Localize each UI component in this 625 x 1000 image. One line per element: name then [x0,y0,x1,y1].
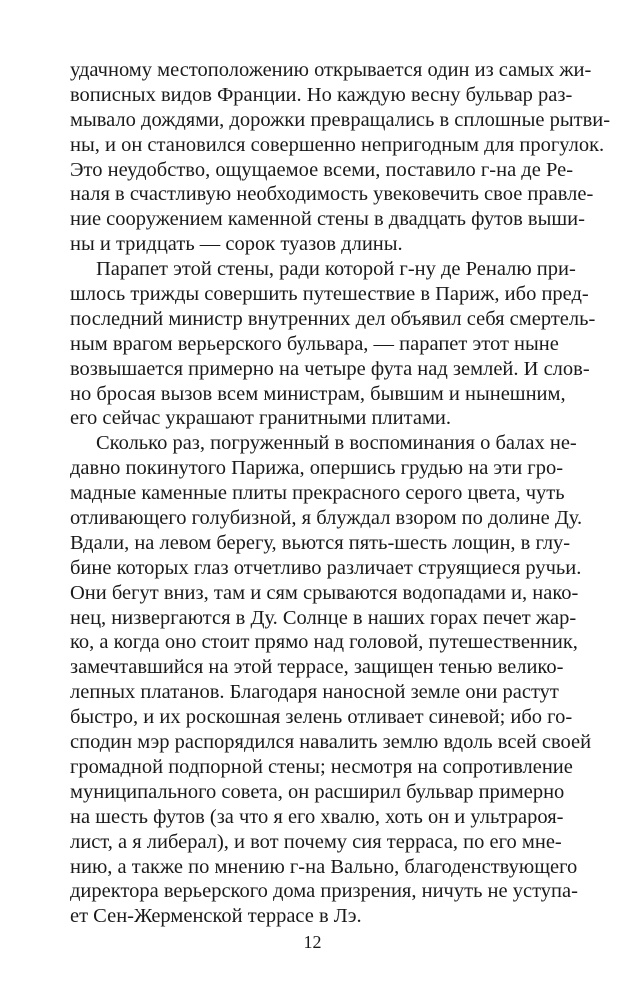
text-line: Сколько раз, погруженный в воспоминания о балах не- [96,432,577,455]
paragraph [70,431,592,929]
text-line: ет Сен-Жерменской террасе в Лэ. [70,905,362,928]
text-line: сподин мэр распорядился навалить землю вдоль всей своей [70,731,592,754]
text-line: но бросая вызов всем министрам, бывшим и нынешним, [70,382,566,405]
text-line: Они бегут вниз, там и сям срываются водопадами и, нако- [70,581,579,604]
text-line: ны и тридцать — сорок туазов длины. [70,233,403,256]
text-line: на шесть футов (за что я его хвалю, хоть он и ультрароя- [70,805,564,828]
text-line: ны, и он становился совершенно непригодным для прогулок. [70,133,605,156]
paragraph [70,58,611,257]
text-line: удачному местоположению открывается один из самых жи- [70,59,592,81]
text-line: быстро, и их роскошная зелень отливает синевой; ибо го- [70,706,573,729]
text-line: Это неудобство, ощущаемое всеми, поставило г-на де Ре- [70,158,574,181]
page-number: 12 [303,932,322,952]
text-line: Парапет этой стены, ради которой г-ну де Реналю при- [96,258,576,281]
text-line: последний министр внутренних дел объявил себя смертель- [70,307,596,330]
text-line: шлось трижды совершить путешествие в Париж, ибо пред- [70,283,589,306]
text-line: лист, а я либерал), и вот почему сия терраса, по его мне- [70,830,562,853]
text-line: ние сооружением каменной стены в двадцать футов выши- [70,208,585,231]
text-line: замечтавшийся на этой террасе, защищен тенью велико- [70,656,564,679]
text-line: возвышается примерно на четыре фута над землей. И слов- [70,357,590,380]
text-line: его сейчас украшают гранитными плитами. [70,407,452,430]
paragraph [70,257,596,431]
text-line: нию, а также по мнению г-на Вально, благоденствующего [70,855,578,878]
text-line: отливающего голубизной, я блуждал взором по долине Ду. [70,507,583,530]
text-line: давно покинутого Парижа, опершись грудью на эти гро- [70,457,564,480]
text-line: мадные каменные плиты прекрасного серого цвета, чуть [70,482,565,505]
text-line: ко, а когда оно стоит прямо над головой, путешественник, [70,631,578,654]
text-line: муниципального совета, он расширил бульвар примерно [70,780,565,803]
text-line: громадной подпорной стены; несмотря на сопротивление [70,755,573,778]
text-line: ным врагом верьерского бульвара, — парапет этот ныне [70,332,559,355]
text-line: нец, низвергаются в Ду. Солнце в наших горах печет жар- [70,606,577,629]
text-line: вописных видов Франции. Но каждую весну бульвар раз- [70,83,573,106]
page-text [70,58,611,929]
text-line: наля в счастливую необходимость увековечить свое правле- [70,183,594,206]
text-line: директора верьерского дома призрения, ничуть не уступа- [70,880,578,903]
text-line: Вдали, на левом берегу, вьются пять-шесть лощин, в глу- [70,531,571,554]
text-line: бине которых глаз отчетливо различает струящиеся ручьи. [70,556,582,579]
text-line: лепных платанов. Благодаря наносной земле они растут [70,681,559,704]
text-line: мывало дождями, дорожки превращались в сплошные рытви- [70,108,611,131]
